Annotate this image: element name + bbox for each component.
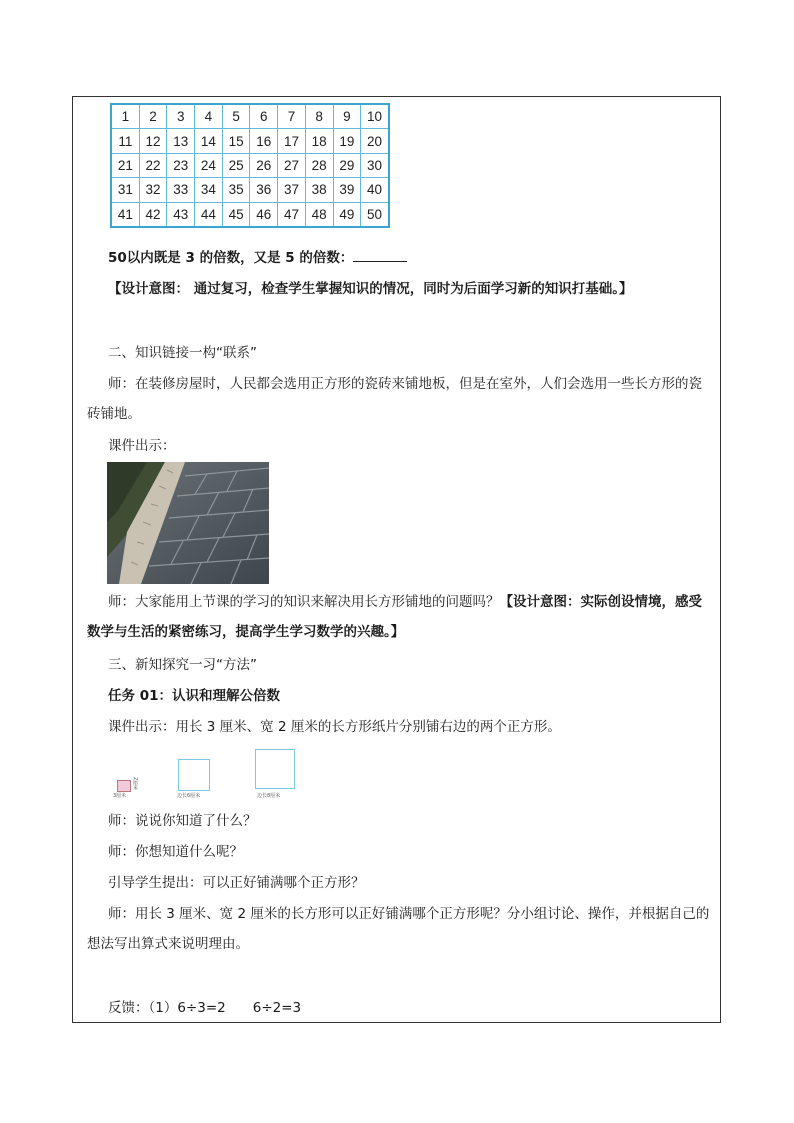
tiled-walkway-photo xyxy=(107,462,269,584)
question-2: 师：你想知道什么呢？ xyxy=(108,844,243,860)
grid-cell: 50 xyxy=(361,202,389,227)
grid-cell: 33 xyxy=(167,178,195,202)
grid-cell: 15 xyxy=(222,129,250,153)
grid-cell: 29 xyxy=(333,153,361,177)
grid-cell: 46 xyxy=(250,202,278,227)
grid-cell: 6 xyxy=(250,104,278,129)
design-intent-2: 【设计意图：实际创设情境，感受数学与生活的紧密练习，提高学生学习数学的兴趣。】 xyxy=(87,594,702,640)
grid-cell: 26 xyxy=(250,153,278,177)
grid-row xyxy=(111,153,389,177)
grid-cell: 27 xyxy=(278,153,306,177)
square-2-label: 边长8厘米 xyxy=(257,793,281,799)
courseware-label-2: 课件出示：用长 3 厘米、宽 2 厘米的长方形纸片分别铺右边的两个正方形。 xyxy=(108,719,561,735)
section-3-heading: 三、新知探究一习“方法” xyxy=(108,657,257,673)
grid-cell: 19 xyxy=(333,129,361,153)
teacher-paragraph-2 xyxy=(87,587,710,647)
grid-cell: 41 xyxy=(111,202,139,227)
grid-cell: 21 xyxy=(111,153,139,177)
question-1: 师：说说你知道了什么？ xyxy=(108,813,257,829)
grid-cell: 3 xyxy=(167,104,195,129)
number-grid-1-50 xyxy=(110,103,390,228)
multiples-question-text: 50以内既是 3 的倍数，又是 5 的倍数： xyxy=(108,250,354,266)
grid-cell: 48 xyxy=(305,202,333,227)
grid-cell: 39 xyxy=(333,178,361,202)
grid-cell: 14 xyxy=(195,129,223,153)
grid-row xyxy=(111,178,389,202)
courseware-label-1: 课件出示： xyxy=(108,438,176,454)
grid-cell: 38 xyxy=(305,178,333,202)
rectangle-and-squares-figure xyxy=(109,749,309,801)
grid-cell: 22 xyxy=(139,153,167,177)
document-frame xyxy=(72,96,721,1023)
grid-cell: 5 xyxy=(222,104,250,129)
grid-cell: 43 xyxy=(167,202,195,227)
teacher-paragraph-1: 师：在装修房屋时，人民都会选用正方形的瓷砖来铺地板，但是在室外，人们会选用一些长方形的瓷砖铺地。 xyxy=(87,376,702,422)
square-side-6 xyxy=(178,759,210,791)
grid-cell: 30 xyxy=(361,153,389,177)
teacher-paragraph-3: 师：用长 3 厘米、宽 2 厘米的长方形可以正好铺满哪个正方形呢？分小组讨论、操作，并根据自己的想法写出算式来说明理由。 xyxy=(87,906,710,952)
grid-cell: 47 xyxy=(278,202,306,227)
grid-cell: 2 xyxy=(139,104,167,129)
grid-cell: 1 xyxy=(111,104,139,129)
grid-cell: 10 xyxy=(361,104,389,129)
grid-cell: 20 xyxy=(361,129,389,153)
square-1-label: 边长6厘米 xyxy=(177,793,201,799)
grid-row xyxy=(111,104,389,129)
grid-cell: 34 xyxy=(195,178,223,202)
grid-row xyxy=(111,129,389,153)
grid-cell: 31 xyxy=(111,178,139,202)
section-2-heading: 二、知识链接一构“联系” xyxy=(108,345,257,361)
grid-cell: 8 xyxy=(305,104,333,129)
grid-cell: 32 xyxy=(139,178,167,202)
answer-blank xyxy=(353,249,407,262)
grid-cell: 24 xyxy=(195,153,223,177)
grid-cell: 42 xyxy=(139,202,167,227)
grid-cell: 25 xyxy=(222,153,250,177)
guide-students: 引导学生提出：可以正好铺满哪个正方形？ xyxy=(108,875,365,891)
grid-cell: 49 xyxy=(333,202,361,227)
design-intent-1: 【设计意图： 通过复习，检查学生掌握知识的情况，同时为后面学习新的知识打基础。】 xyxy=(108,281,633,297)
grid-cell: 37 xyxy=(278,178,306,202)
grid-cell: 7 xyxy=(278,104,306,129)
square-side-8 xyxy=(255,749,295,789)
rect-height-label: 2厘米 xyxy=(132,777,138,791)
grid-cell: 17 xyxy=(278,129,306,153)
grid-cell: 36 xyxy=(250,178,278,202)
grid-cell: 35 xyxy=(222,178,250,202)
task-01-heading: 任务 01：认识和理解公倍数 xyxy=(108,688,280,704)
teacher-question-text: 师：大家能用上节课的学习的知识来解决用长方形铺地的问题吗？ xyxy=(108,594,500,610)
feedback-line: 反馈：（1）6÷3=2 6÷2=3 xyxy=(108,1000,302,1016)
multiples-question xyxy=(87,243,710,273)
rectangle-3x2 xyxy=(117,780,131,792)
grid-cell: 23 xyxy=(167,153,195,177)
grid-cell: 11 xyxy=(111,129,139,153)
grid-cell: 16 xyxy=(250,129,278,153)
grid-cell: 40 xyxy=(361,178,389,202)
grid-cell: 12 xyxy=(139,129,167,153)
grid-cell: 4 xyxy=(195,104,223,129)
rect-width-label: 3厘米 xyxy=(113,793,127,799)
grid-cell: 28 xyxy=(305,153,333,177)
grid-cell: 18 xyxy=(305,129,333,153)
grid-cell: 9 xyxy=(333,104,361,129)
grid-cell: 44 xyxy=(195,202,223,227)
grid-cell: 13 xyxy=(167,129,195,153)
grid-row xyxy=(111,202,389,227)
grid-cell: 45 xyxy=(222,202,250,227)
